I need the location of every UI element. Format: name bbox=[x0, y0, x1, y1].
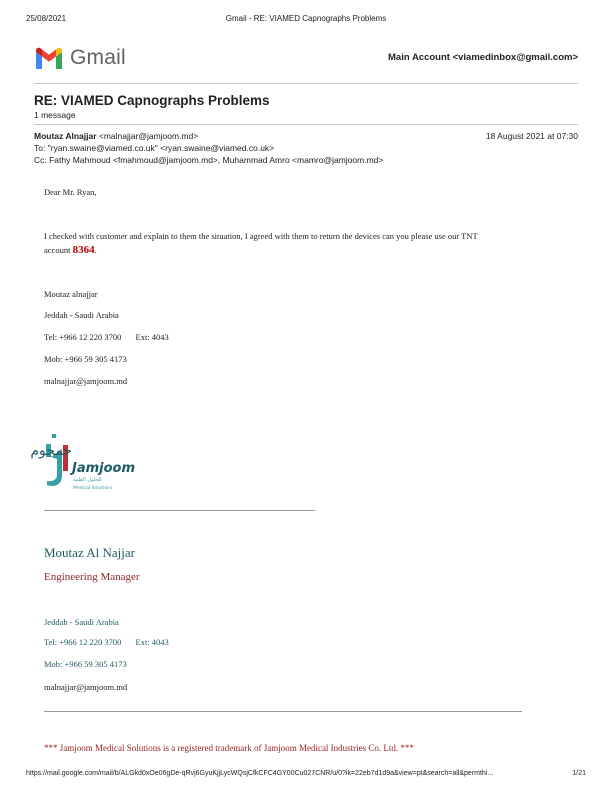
jamjoom-logo bbox=[30, 432, 138, 492]
body-email[interactable]: malnajjar@jamjoom.md bbox=[44, 376, 128, 386]
print-header bbox=[26, 14, 586, 26]
body-sender-name: Moutaz alnajjar bbox=[44, 289, 98, 299]
account-label: Main Account <viamedinbox@gmail.com> bbox=[388, 52, 578, 63]
thread-subject: RE: VIAMED Capnographs Problems bbox=[34, 93, 270, 108]
print-date: 25/08/2021 bbox=[26, 14, 67, 23]
account-suffix: . bbox=[94, 245, 97, 255]
gmail-wordmark: Gmail bbox=[70, 46, 126, 69]
sender-email: <malnajjar@jamjoom.md> bbox=[98, 131, 199, 141]
logo-arabic-name: جمجوم bbox=[30, 443, 72, 459]
gmail-logo[interactable] bbox=[34, 44, 126, 72]
from-line bbox=[34, 131, 198, 141]
signature-email[interactable]: malnajjar@jamjoom.md bbox=[44, 682, 128, 692]
body-tel-number: Tel: +966 12 220 3700 bbox=[44, 332, 122, 342]
logo-arabic-sub: للحلول الطبية bbox=[73, 477, 102, 483]
signature-tel-number: Tel: +966 12 220 3700 bbox=[44, 637, 122, 647]
logo-name: Jamjoom bbox=[72, 461, 136, 476]
signature-tel bbox=[44, 637, 169, 647]
signature-role: Engineering Manager bbox=[44, 571, 140, 583]
account-prefix: account bbox=[44, 245, 71, 255]
jamjoom-logo-mark bbox=[30, 432, 138, 492]
message-date: 18 August 2021 at 07:30 bbox=[485, 131, 578, 141]
signature-divider bbox=[44, 510, 315, 511]
subject-divider bbox=[34, 124, 578, 125]
greeting: Dear Mr. Ryan, bbox=[44, 187, 97, 197]
signature-mob: Mob: +966 59 305 4173 bbox=[44, 659, 127, 669]
to-line: To: "ryan.swaine@viamed.co.uk" <ryan.swaine@viamed.co.uk> bbox=[34, 143, 275, 153]
body-ext: Ext: 4043 bbox=[135, 332, 169, 342]
signature-ext: Ext: 4043 bbox=[135, 637, 169, 647]
trademark-notice: *** Jamjoom Medical Solutions is a registered trademark of Jamjoom Medical Industries Co. Ltd. *** bbox=[44, 743, 414, 753]
print-footer bbox=[26, 770, 586, 782]
signature-name: Moutaz Al Najjar bbox=[44, 545, 135, 560]
body-paragraph-line1: I checked with customer and explain to them the situation, I agreed with them to return the devices can you please use our TNT bbox=[44, 231, 478, 241]
page-number: 1/21 bbox=[572, 770, 586, 777]
tnt-account-number: 8364 bbox=[72, 244, 95, 256]
print-title: Gmail - RE: VIAMED Capnographs Problems bbox=[225, 14, 387, 23]
logo-sub: Medical Solutions bbox=[73, 486, 113, 491]
body-location: Jeddah - Saudi Arabia bbox=[44, 310, 119, 320]
header-divider bbox=[34, 83, 578, 84]
body-mob: Mob: +966 59 305 4173 bbox=[44, 354, 127, 364]
signature-location: Jeddah - Saudi Arabia bbox=[44, 617, 119, 627]
body-tel bbox=[44, 332, 169, 342]
print-url: https://mail.google.com/mail/b/ALGkd0xOe06gDe-qRvj6GyuKjjLycWQsjCfkCFC4GY00Cu027CNR/u/0?ik=22eb7d1d9a&view=pt&search=all&permthi... bbox=[26, 770, 494, 777]
gmail-m-icon bbox=[34, 47, 64, 70]
body-paragraph-line2 bbox=[44, 244, 97, 256]
cc-line: Cc: Fathy Mahmoud <fmahmoud@jamjoom.md>, Muhammad Amro <mamro@jamjoom.md> bbox=[34, 155, 384, 165]
trademark-divider bbox=[44, 711, 522, 712]
message-count: 1 message bbox=[34, 110, 76, 120]
sender-name: Moutaz Alnajjar bbox=[34, 131, 97, 141]
